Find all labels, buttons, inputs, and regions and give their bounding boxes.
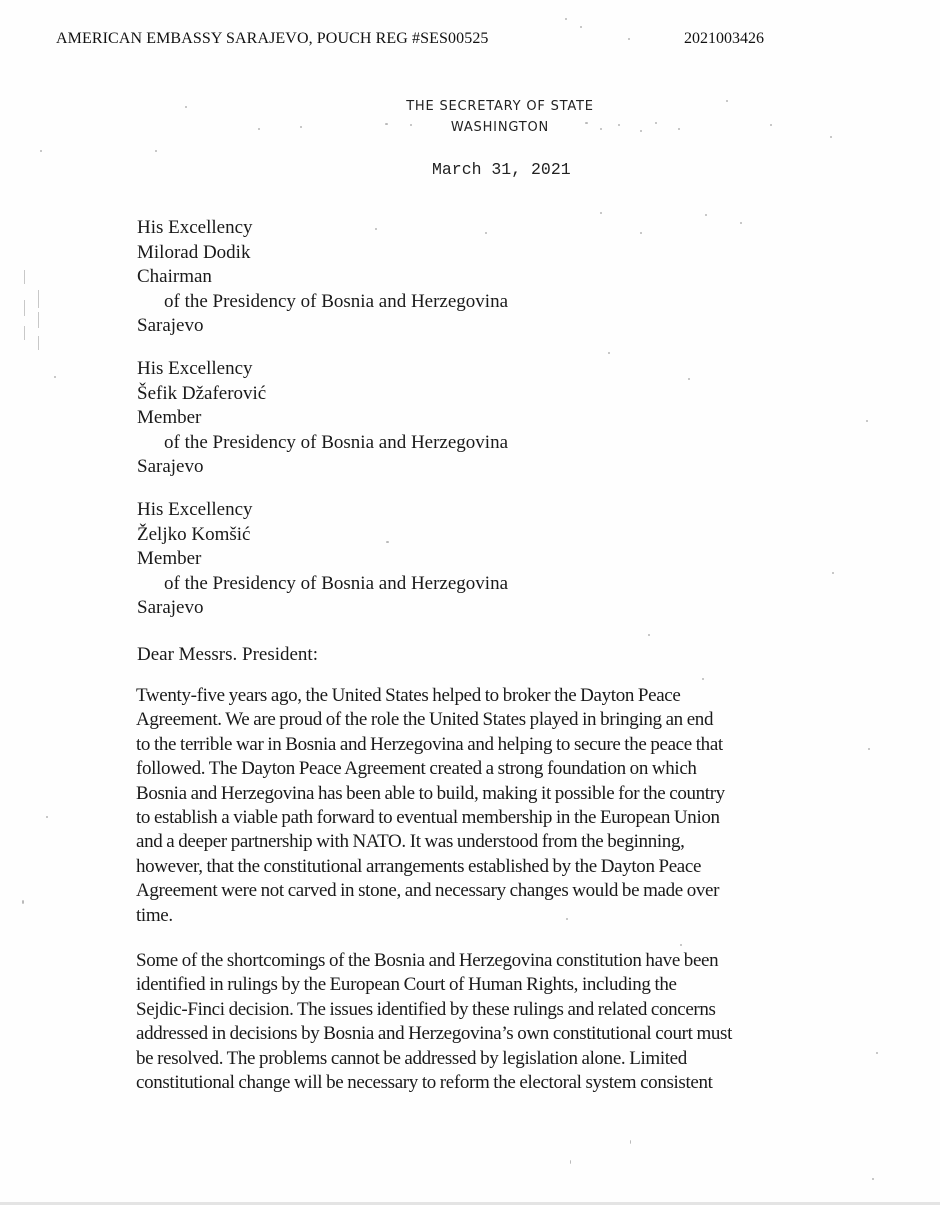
letterhead (360, 96, 640, 138)
addressee-city: Sarajevo (137, 597, 204, 619)
paragraph-line: Some of the shortcomings of the Bosnia and Herzegovina constitution have been (136, 950, 719, 972)
addressee-name: Šefik Džaferović (137, 382, 267, 404)
scan-speck (628, 38, 630, 40)
letterhead-title: THE SECRETARY OF STATE (406, 99, 594, 114)
paragraph-line: time. (136, 904, 173, 926)
scan-margin-mark (38, 290, 39, 308)
scan-speck (770, 124, 772, 126)
scan-speck (565, 18, 567, 20)
scan-speck (258, 128, 260, 130)
paragraph-line: identified in rulings by the European Court of Human Rights, including the (136, 974, 677, 996)
addressee-city: Sarajevo (137, 315, 204, 337)
paragraph-line: to establish a viable path forward to eventual membership in the European Union (136, 807, 720, 829)
addressee-list (137, 216, 508, 639)
scan-speck (608, 352, 610, 354)
scan-speck (155, 150, 157, 152)
addressee-honorific: His Excellency (137, 498, 253, 520)
paragraph-line: Agreement were not carved in stone, and necessary changes would be made over (136, 880, 720, 902)
addressee-title: Chairman (137, 266, 212, 288)
scan-speck (600, 212, 602, 214)
scan-margin-mark (38, 336, 39, 350)
body-paragraph (136, 684, 848, 928)
scan-speck (740, 222, 742, 224)
paragraph-line: to the terrible war in Bosnia and Herzegovina and helping to secure the peace that (136, 733, 723, 755)
paragraph-line: Sejdic-Finci decision. The issues identified by these rulings and related concerns (136, 998, 716, 1020)
scan-speck (688, 378, 690, 380)
pouch-registration-line: AMERICAN EMBASSY SARAJEVO, POUCH REG #SES00525 (56, 30, 489, 47)
addressee-block (137, 216, 508, 339)
scan-speck (726, 100, 728, 102)
letter-body (136, 684, 848, 1117)
scan-margin-mark (24, 300, 25, 316)
scan-margin-mark (38, 312, 39, 328)
scan-speck (185, 106, 187, 108)
scan-speck (580, 26, 582, 28)
addressee-honorific: His Excellency (137, 357, 253, 379)
scan-speck (832, 572, 834, 574)
salutation: Dear Messrs. President: (137, 644, 318, 665)
scan-speck (705, 214, 707, 216)
scan-speck (46, 816, 48, 818)
addressee-title: Member (137, 407, 202, 429)
scan-speck (640, 232, 642, 234)
addressee-body: of the Presidency of Bosnia and Herzegovina (164, 572, 509, 594)
document-number: 2021003426 (684, 30, 764, 47)
addressee-name: Milorad Dodik (137, 241, 251, 263)
scan-speck (54, 376, 56, 378)
scan-speck (570, 1160, 571, 1164)
scan-speck (648, 634, 650, 636)
scan-speck (866, 420, 868, 422)
scan-speck (640, 130, 642, 132)
scan-speck (876, 1052, 878, 1054)
scan-speck (678, 128, 680, 130)
letterhead-city: WASHINGTON (450, 120, 550, 135)
paragraph-line: constitutional change will be necessary to reform the electoral system consistent (136, 1072, 713, 1094)
scan-speck (830, 136, 832, 138)
paragraph-line: addressed in decisions by Bosnia and Herzegovina’s own constitutional court must (136, 1023, 732, 1045)
addressee-block (137, 357, 508, 480)
paragraph-line: Agreement. We are proud of the role the United States played in bringing an end (136, 709, 714, 731)
paragraph-line: be resolved. The problems cannot be addressed by legislation alone. Limited (136, 1047, 687, 1069)
addressee-title: Member (137, 548, 202, 570)
paragraph-line: followed. The Dayton Peace Agreement created a strong foundation on which (136, 758, 697, 780)
addressee-body: of the Presidency of Bosnia and Herzegovina (164, 431, 509, 453)
scan-margin-mark (24, 270, 25, 284)
scan-speck (300, 126, 302, 128)
paragraph-line: and a deeper partnership with NATO. It was understood from the beginning, (136, 831, 685, 853)
scan-speck (868, 748, 870, 750)
scan-speck (40, 150, 42, 152)
scan-speck (655, 122, 657, 124)
addressee-name: Željko Komšić (137, 523, 251, 545)
scan-margin-mark (24, 326, 25, 340)
letter-date: March 31, 2021 (432, 160, 571, 179)
scan-speck (702, 678, 704, 680)
body-paragraph (136, 949, 848, 1095)
scan-speck (630, 1140, 631, 1144)
addressee-body: of the Presidency of Bosnia and Herzegovina (164, 290, 509, 312)
addressee-block (137, 498, 508, 621)
scan-speck (22, 900, 24, 904)
paragraph-line: however, that the constitutional arrangements established by the Dayton Peace (136, 855, 702, 877)
addressee-city: Sarajevo (137, 456, 204, 478)
paragraph-line: Twenty-five years ago, the United States helped to broker the Dayton Peace (136, 685, 681, 706)
addressee-honorific: His Excellency (137, 217, 253, 238)
scan-speck (872, 1178, 874, 1180)
paragraph-line: Bosnia and Herzegovina has been able to build, making it possible for the country (136, 782, 725, 804)
